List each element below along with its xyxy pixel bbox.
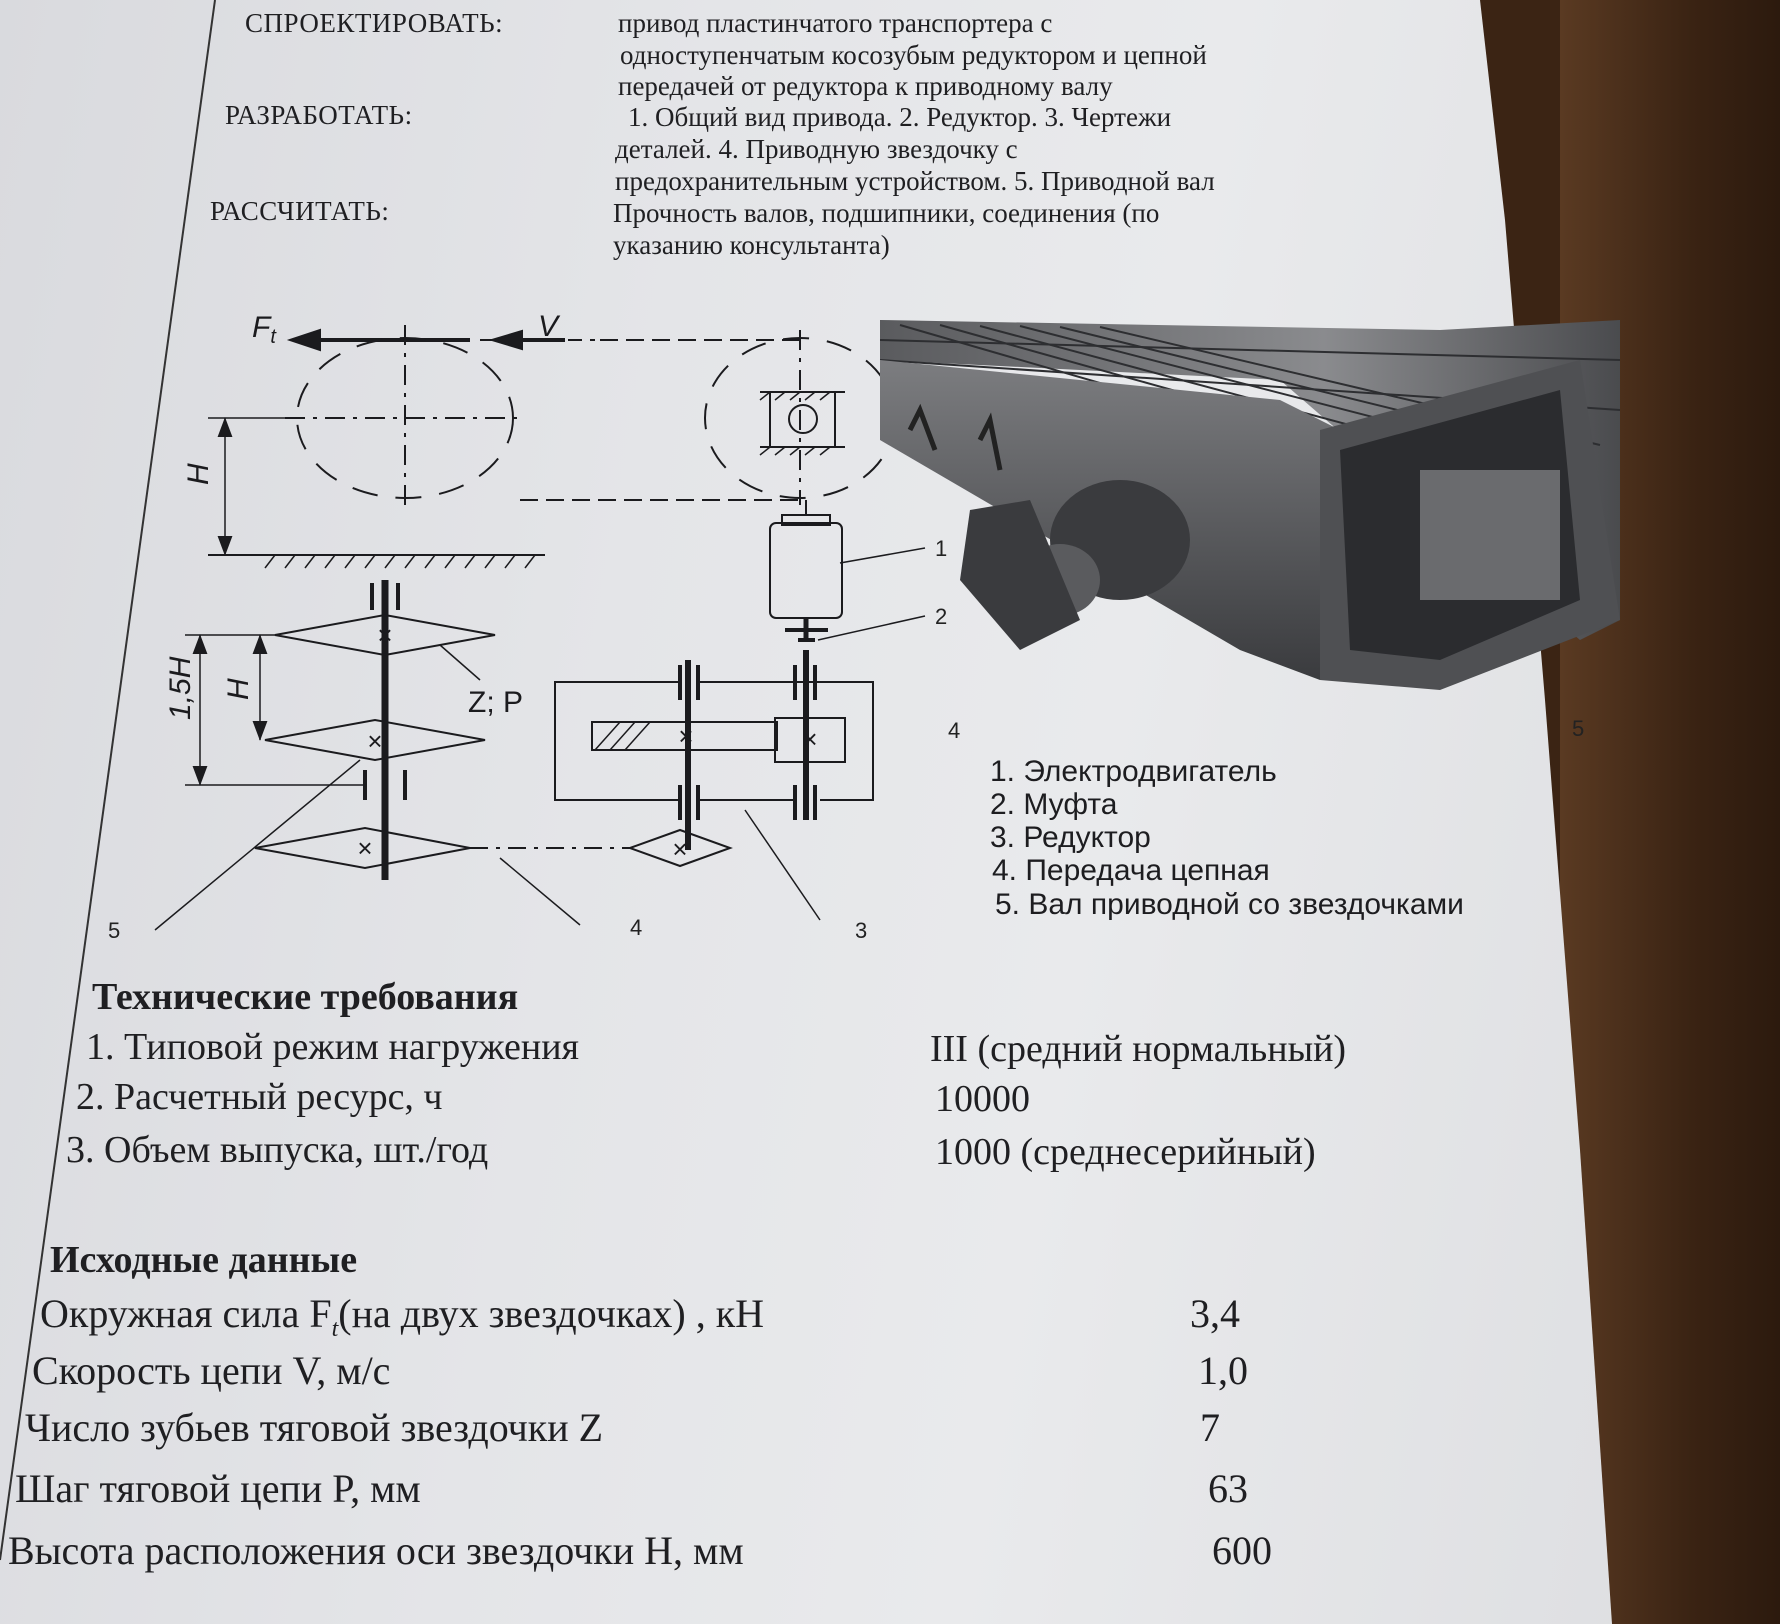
develop-line-2: деталей. 4. Приводную звездочку с	[615, 134, 1018, 164]
ft-arrowhead	[290, 330, 320, 350]
requirement-label-3: 3. Объем выпуска, шт./год	[66, 1129, 489, 1171]
source-label-4: Шаг тяговой цепи P, мм	[15, 1466, 421, 1511]
photo-callout-4: 4	[948, 718, 961, 743]
source-label-5: Высота расположения оси звездочки H, мм	[8, 1528, 744, 1573]
tensioner-bearing	[770, 392, 835, 447]
legend-item-1: 1. Электродвигатель	[990, 755, 1277, 788]
legend-item-3: 3. Редуктор	[990, 821, 1151, 854]
motor-symbol	[770, 523, 842, 618]
source-label-1: Окружная сила $F_t(на$ двух звездочках) , кН	[40, 1291, 765, 1342]
v-arrowhead	[492, 331, 522, 349]
callout-4: 4	[630, 915, 643, 940]
calc-line-2: указанию консультанта)	[613, 230, 890, 260]
label-v: V	[538, 310, 559, 343]
source-value-1: 3,4	[1190, 1291, 1240, 1336]
source-value-3: 7	[1200, 1405, 1220, 1450]
svg-text:×: ×	[802, 724, 818, 754]
requirement-label-2: 2. Расчетный ресурс, ч	[76, 1076, 443, 1118]
requirement-value-3: 1000 (среднесерийный)	[935, 1131, 1316, 1173]
callout-3: 3	[855, 918, 868, 943]
design-line-1: привод пластинчатого транспортера с	[618, 8, 1053, 38]
calc-line-1: Прочность валов, подшипники, соединения (по	[613, 198, 1160, 228]
requirement-label-1: 1. Типовой режим нагружения	[86, 1026, 580, 1068]
label-1-5h: 1,5H	[164, 656, 197, 720]
requirement-value-1: III (средний нормальный)	[930, 1028, 1347, 1070]
photo-callout-5: 5	[1572, 716, 1585, 741]
svg-text:×: ×	[377, 620, 393, 650]
calc-label: РАССЧИТАТЬ:	[210, 196, 390, 226]
source-label-2: Скорость цепи V, м/с	[32, 1348, 391, 1393]
legend-item-5: 5. Вал приводной со звездочками	[995, 888, 1464, 921]
develop-line-1: 1. Общий вид привода. 2. Редуктор. 3. Чертежи	[628, 102, 1172, 132]
svg-text:×: ×	[672, 834, 688, 864]
requirement-value-2: 10000	[935, 1078, 1030, 1120]
legend-item-2: 2. Муфта	[990, 788, 1118, 821]
label-ft: $F_t$	[252, 311, 276, 348]
callout-1: 1	[935, 536, 948, 561]
callout-2: 2	[935, 604, 948, 629]
label-h-mid: H	[222, 678, 255, 700]
source-value-2: 1,0	[1198, 1348, 1248, 1393]
develop-line-3: предохранительным устройством. 5. Приводной вал	[615, 166, 1215, 196]
requirements-title: Технические требования	[92, 976, 519, 1018]
conveyor-photo	[880, 320, 1620, 760]
label-zp: Z; P	[468, 686, 524, 719]
source-label-3: Число зубьев тяговой звездочки Z	[25, 1405, 604, 1450]
source-value-5: 600	[1212, 1528, 1272, 1573]
design-line-2: одноступенчатым косозубым редуктором и цепной	[620, 40, 1207, 70]
legend-item-4: 4. Передача цепная	[992, 854, 1270, 887]
develop-label: РАЗРАБОТАТЬ:	[225, 100, 413, 130]
source-data-title: Исходные данные	[50, 1239, 358, 1281]
svg-text:×: ×	[357, 833, 373, 863]
source-value-4: 63	[1208, 1466, 1248, 1511]
design-label: СПРОЕКТИРОВАТЬ:	[245, 8, 504, 38]
svg-text:×: ×	[678, 721, 694, 751]
svg-text:×: ×	[367, 726, 383, 756]
callout-5: 5	[108, 918, 121, 943]
design-line-3: передачей от редуктора к приводному валу	[618, 71, 1113, 101]
label-h-top: H	[182, 463, 215, 485]
